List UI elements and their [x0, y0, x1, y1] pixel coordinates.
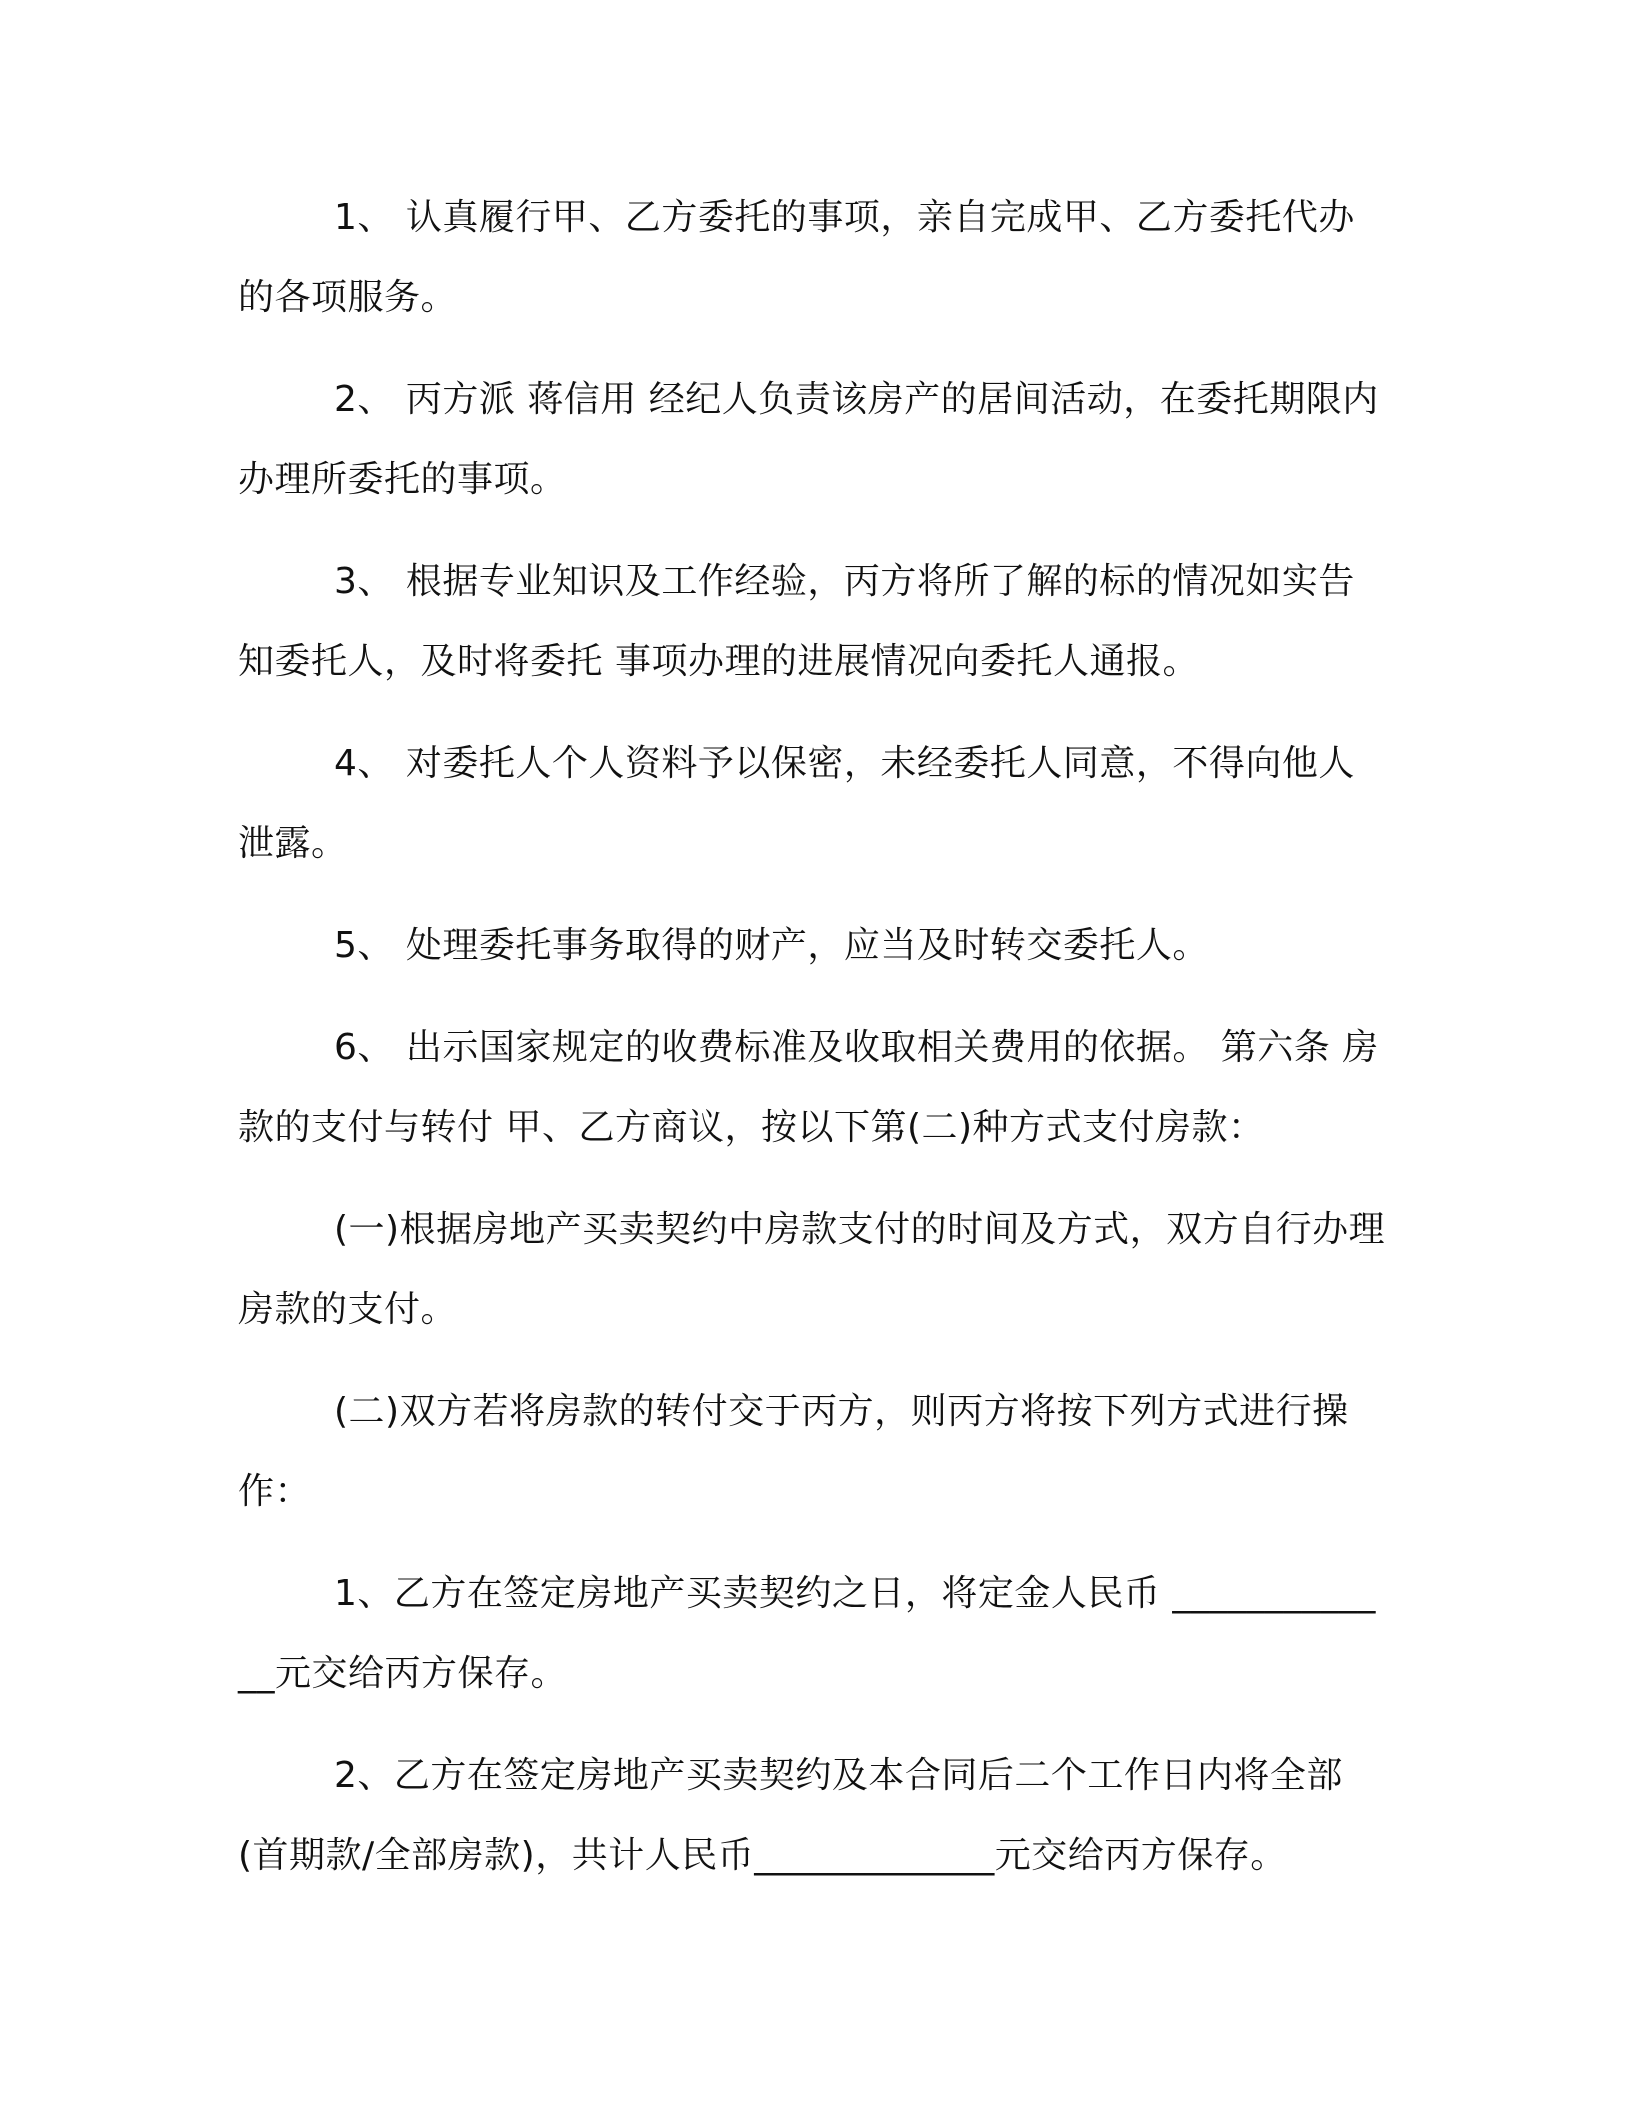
paragraph-10: 2、乙方在签定房地产买卖契约及本合同后二个工作日内将全部(首期款/全部房款)，共计人民币_____________元交给丙方保存。	[238, 1755, 1343, 1876]
paragraph-9: 1、乙方在签定房地产买卖契约之日，将定金人民币 _____________元交给丙方保存。	[238, 1573, 1376, 1694]
paragraph-1: 1、 认真履行甲、乙方委托的事项，亲自完成甲、乙方委托代办的各项服务。	[238, 197, 1355, 318]
paragraph-5: 5、 处理委托事务取得的财产，应当及时转交委托人。	[334, 925, 1209, 966]
paragraph-6: 6、 出示国家规定的收费标准及收取相关费用的依据。 第六条 房款的支付与转付 甲、乙方商议，按以下第(二)种方式支付房款：	[238, 1027, 1379, 1148]
document-body	[238, 178, 1388, 1918]
paragraph-2: 2、 丙方派 蒋信用 经纪人负责该房产的居间活动，在委托期限内办理所委托的事项。	[238, 379, 1379, 500]
paragraph-7: (一)根据房地产买卖契约中房款支付的时间及方式，双方自行办理房款的支付。	[238, 1209, 1386, 1330]
paragraph-8: (二)双方若将房款的转付交于丙方，则丙方将按下列方式进行操作：	[238, 1391, 1349, 1512]
paragraph-4: 4、 对委托人个人资料予以保密，未经委托人同意，不得向他人泄露。	[238, 743, 1355, 864]
paragraph-3: 3、 根据专业知识及工作经验，丙方将所了解的标的情况如实告知委托人，及时将委托 事项办理的进展情况向委托人通报。	[238, 561, 1355, 682]
